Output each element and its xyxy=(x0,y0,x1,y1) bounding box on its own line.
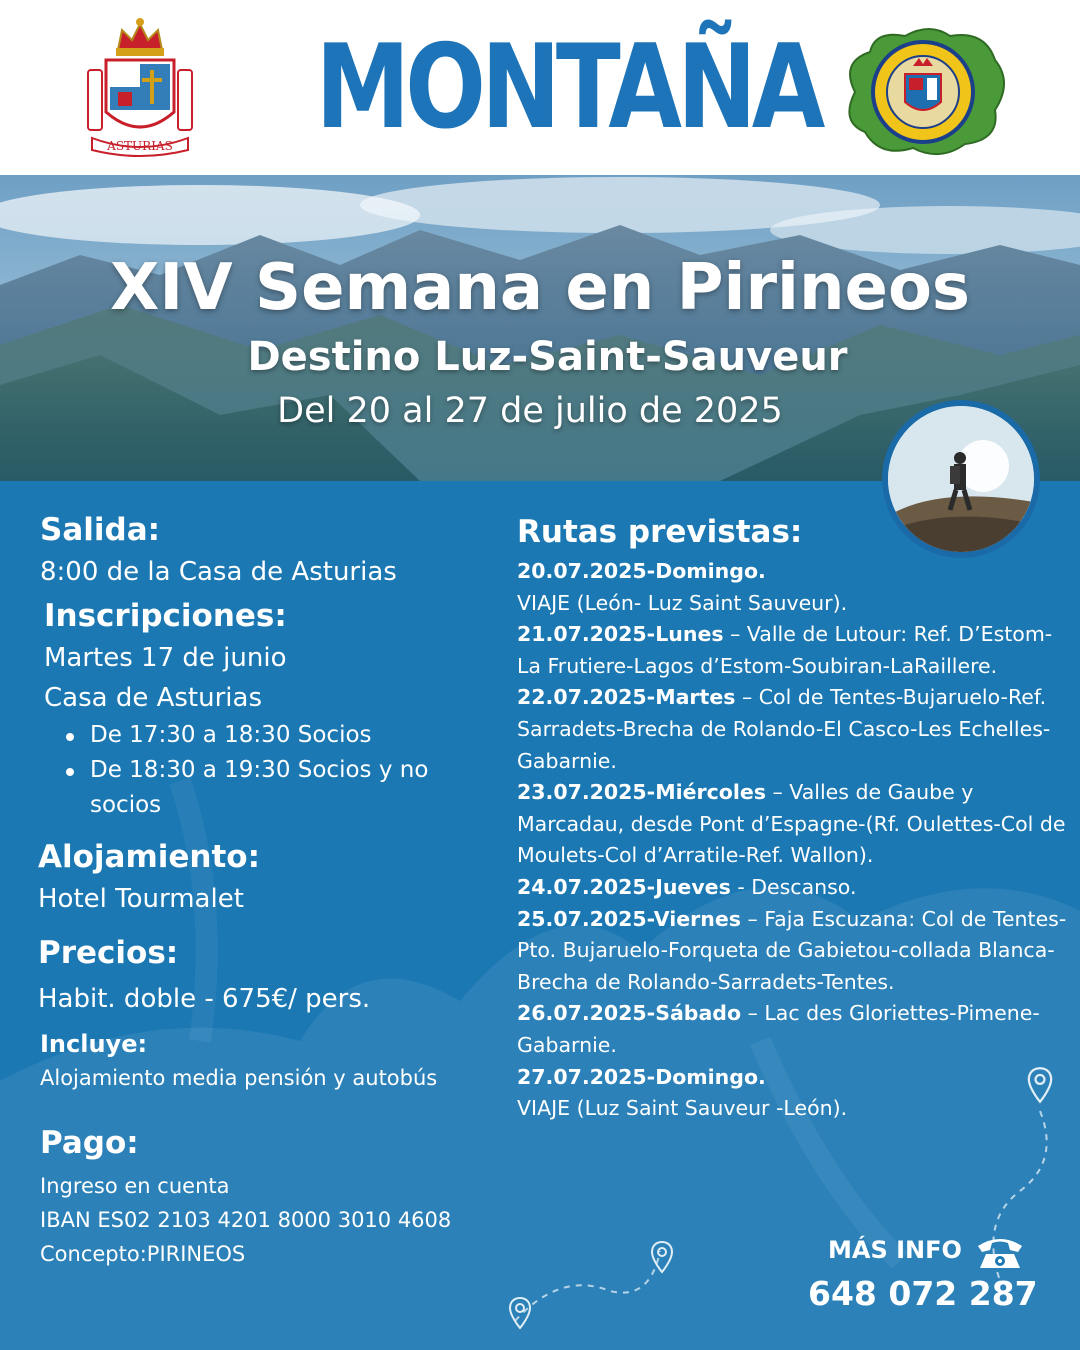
route-date: 20.07.2025-Domingo. xyxy=(517,559,766,583)
route-date: 27.07.2025-Domingo. xyxy=(517,1064,766,1089)
route-item xyxy=(517,588,1067,620)
inscripciones-date: Martes 17 de junio xyxy=(44,643,287,673)
inscripciones-heading: Inscripciones: xyxy=(44,598,287,634)
route-item xyxy=(517,998,1067,1061)
svg-text:ASTURIAS: ASTURIAS xyxy=(107,139,173,153)
salida-text: 8:00 de la Casa de Asturias xyxy=(40,557,397,587)
header xyxy=(0,0,1080,175)
incluye-text: Alojamiento media pensión y autobús xyxy=(40,1066,438,1090)
route-item xyxy=(517,556,1067,588)
pago-line-1: Ingreso en cuenta xyxy=(40,1174,230,1198)
route-date: 26.07.2025-Sábado xyxy=(517,1001,742,1026)
phone-number[interactable]: 648 072 287 xyxy=(808,1274,1038,1313)
precios-text: Habit. doble - 675€/ pers. xyxy=(38,984,371,1014)
list-item: De 18:30 a 19:30 Socios y no socios xyxy=(64,753,444,823)
salida-heading: Salida: xyxy=(40,512,161,548)
route-item xyxy=(517,904,1067,999)
precios-heading: Precios: xyxy=(38,935,179,971)
route-desc: – Lac des Gloriettes-Pimene-Gabarnie. xyxy=(517,1001,1040,1057)
inscripciones-schedule xyxy=(64,718,444,823)
route-date: 23.07.2025-Miércoles xyxy=(517,780,767,805)
route-item xyxy=(517,777,1067,872)
casa-de-asturias-logo xyxy=(78,12,202,157)
rutas-heading: Rutas previstas: xyxy=(517,514,803,550)
event-destination: Destino Luz-Saint-Sauveur xyxy=(247,334,848,380)
route-item xyxy=(517,872,1067,904)
incluye-heading: Incluye: xyxy=(40,1030,148,1058)
map-pin-icon xyxy=(650,1240,674,1274)
route-desc: - Descanso. xyxy=(730,874,857,899)
pago-iban: IBAN ES02 2103 4201 8000 3010 4608 xyxy=(40,1208,452,1232)
main-title: MONTAÑA xyxy=(315,20,821,155)
list-item: De 17:30 a 18:30 Socios xyxy=(64,718,444,753)
route-date: 22.07.2025-Martes xyxy=(517,685,736,710)
route-desc: – Valles de Gaube y Marcadau, desde Pont d’Espagne-(Rf. Oulettes-Col de Moulets-Col d’Arratile-Ref. Wallon). xyxy=(517,780,1066,868)
route-date: 21.07.2025-Lunes xyxy=(517,622,724,647)
route-item xyxy=(517,619,1067,682)
route-desc: VIAJE (León- Luz Saint Sauveur). xyxy=(517,590,848,615)
alojamiento-text: Hotel Tourmalet xyxy=(38,884,244,914)
inscripciones-place: Casa de Asturias xyxy=(44,683,262,713)
alojamiento-heading: Alojamiento: xyxy=(38,839,260,875)
event-title: XIV Semana en Pirineos xyxy=(110,251,970,325)
map-pin-icon xyxy=(508,1296,532,1330)
seccion-montana-logo xyxy=(835,22,1010,162)
pago-concepto: Concepto:PIRINEOS xyxy=(40,1242,246,1266)
route-list xyxy=(517,510,1067,1125)
mas-info-label: MÁS INFO xyxy=(828,1236,962,1264)
route-item xyxy=(517,682,1067,777)
pago-heading: Pago: xyxy=(40,1125,139,1161)
route-desc: – Col de Tentes-Bujaruelo-Ref. Sarradets-Brecha de Rolando-El Casco-Les Echelles-Gabarnie. xyxy=(517,685,1051,773)
route-date: 25.07.2025-Viernes xyxy=(517,906,741,931)
contact-info xyxy=(808,1228,1048,1316)
route-desc: VIAJE (Luz Saint Sauveur -León). xyxy=(517,1096,848,1121)
route-desc: – Valle de Lutour: Ref. D’Estom-La Frutiere-Lagos d’Estom-Soubiran-LaRaillere. xyxy=(517,622,1053,678)
telephone-icon xyxy=(974,1230,1026,1270)
route-date: 24.07.2025-Jueves xyxy=(517,874,731,899)
event-details xyxy=(40,508,510,1271)
route-item xyxy=(517,1062,1067,1094)
route-item xyxy=(517,1093,1067,1125)
event-dates: Del 20 al 27 de julio de 2025 xyxy=(277,391,783,431)
route-desc: – Faja Escuzana: Col de Tentes-Pto. Bujaruelo-Forqueta de Gabietou-collada Blanca-Brecha de Rolando-Sarradets-Tentes. xyxy=(517,906,1067,994)
